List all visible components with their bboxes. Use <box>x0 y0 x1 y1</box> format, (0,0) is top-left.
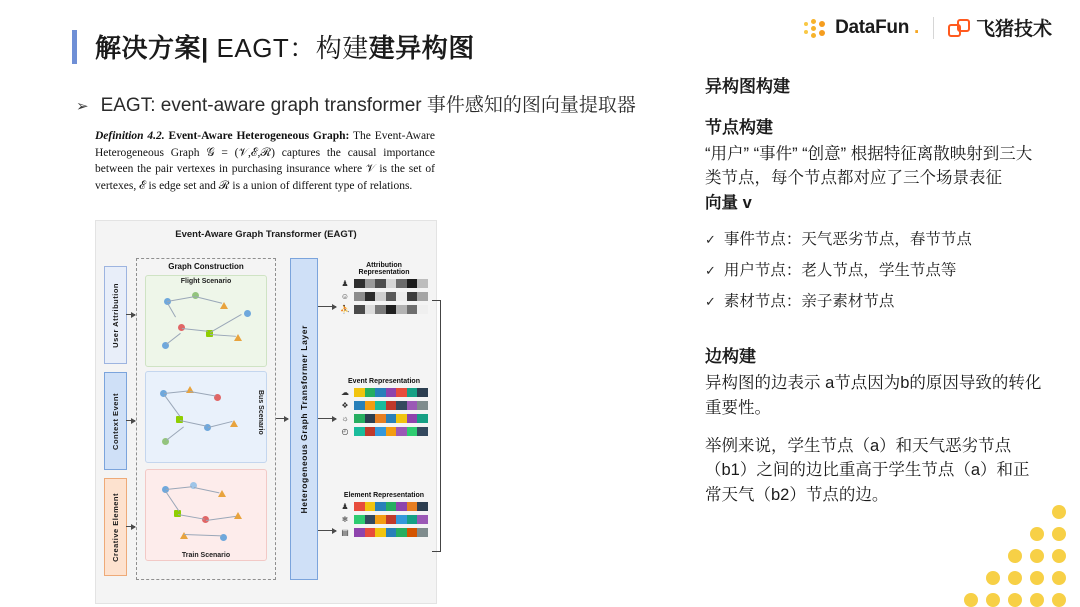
list-item-label: 用户节点：老人节点，学生节点等 <box>723 262 957 280</box>
scenario-flight <box>145 275 267 367</box>
brand-divider <box>933 17 934 39</box>
arrow-transformer-to-element-icon <box>318 530 336 531</box>
edge-section-text-2: 举例来说，学生节点（a）和天气恶劣节点（b1）之间的边比重高于学生节点（a）和正常天气（b2）节点的边。 <box>705 437 1030 504</box>
feizhu-mark-icon <box>948 19 970 37</box>
attribution-representation-title: Attribution Representation <box>358 262 410 276</box>
scenario-train-label: Train Scenario <box>181 552 231 559</box>
graph-edge <box>210 314 242 333</box>
representation-bar <box>354 414 428 423</box>
representation-row <box>340 279 428 288</box>
walk-icon: ⛹ <box>340 305 350 314</box>
datafun-logo <box>804 17 919 39</box>
subtitle-text: EAGT: event-aware graph transformer 事件感知的图向量提取器 <box>100 95 636 116</box>
edge-section-text-1: 异构图的边表示 a节点因为b的原因导致的转化重要性。 <box>705 374 1042 417</box>
definition-block <box>95 128 435 195</box>
representation-bar <box>354 401 428 410</box>
graph-edge <box>166 426 184 440</box>
arrow-context-to-graph-icon <box>126 420 135 421</box>
title-main: EAGT：构建 <box>208 33 369 63</box>
list-item-label: 事件节点：天气恶劣节点，春节节点 <box>723 231 972 249</box>
feizhu-logo <box>948 14 1052 41</box>
right-heading: 异构图构建 <box>705 77 790 96</box>
representation-row <box>340 305 428 314</box>
graph-edge <box>167 296 195 302</box>
representation-bar <box>354 502 428 511</box>
node-section-heading: 节点构建 <box>705 118 773 137</box>
gift-icon: ❖ <box>341 401 349 410</box>
element-representation-title: Element Representation <box>343 492 425 499</box>
node-section-text: “用户” “事件” “创意” 根据特征离散映射到三大类节点，每个节点都对应了三个场景表征 <box>705 145 1033 188</box>
title-suffix: 建异构图 <box>368 33 475 63</box>
graph-edge <box>180 420 207 427</box>
representation-row <box>340 515 428 524</box>
representation-row <box>340 502 428 511</box>
graph-construction-label: Graph Construction <box>168 262 244 271</box>
graph-edge <box>206 516 236 521</box>
graph-edge <box>164 390 188 394</box>
snow-icon: ❄ <box>341 515 349 524</box>
node-list <box>705 229 1045 313</box>
scenario-bus-label: Bus Scenario <box>257 390 264 435</box>
arrow-graph-to-transformer-icon <box>276 418 288 419</box>
definition-body: The Event-Aware Heterogeneous Graph 𝒢 = (𝒱,ℰ,ℛ) captures the causal importance between the pair vertexes in purchasing insurance where 𝒱 is the set of vertexes, ℰ is edge set and ℛ is a union of different type of relations. <box>95 130 435 193</box>
attribution-representation <box>340 262 428 314</box>
edge-section-heading: 边构建 <box>705 347 756 367</box>
event-representation-title: Event Representation <box>348 378 420 385</box>
graph-edge <box>208 421 232 428</box>
graph-edge <box>166 333 181 345</box>
representation-bar <box>354 305 428 314</box>
strip-context-event <box>104 372 127 470</box>
graph-edge <box>210 334 236 337</box>
figure-title: Event-Aware Graph Transformer (EAGT) <box>175 229 357 240</box>
scenario-flight-label: Flight Scenario <box>180 278 232 285</box>
list-item <box>705 260 1045 282</box>
brand-header <box>804 14 1052 41</box>
representation-bar <box>354 279 428 288</box>
arrow-transformer-to-attribution-icon <box>318 306 336 307</box>
event-representation <box>340 378 428 436</box>
title-text <box>95 28 475 65</box>
datafun-label: DataFun <box>835 16 909 38</box>
subtitle-bullet <box>76 90 636 117</box>
eagt-figure <box>95 220 437 604</box>
representation-row <box>340 427 428 436</box>
figure-brace <box>432 300 441 552</box>
title-prefix: 解决方案| <box>95 33 209 63</box>
list-item <box>705 229 1045 251</box>
right-column <box>705 72 1045 507</box>
arrow-user-to-graph-icon <box>126 314 135 315</box>
graph-edge <box>164 395 180 417</box>
transformer-layer-block <box>290 258 318 580</box>
person-icon: ♟ <box>341 279 349 288</box>
clock-icon: ◴ <box>341 427 349 436</box>
graph-edge <box>182 328 208 332</box>
definition-lead: Definition 4.2. <box>95 130 165 142</box>
representation-row <box>340 528 428 537</box>
datafun-dots-icon <box>804 19 830 37</box>
strip-user-attribution-label: User Attribution <box>111 282 120 348</box>
graph-edge <box>195 296 222 304</box>
representation-row <box>340 401 428 410</box>
scenario-bus <box>145 371 267 463</box>
graph-node <box>244 310 251 317</box>
title-accent-bar <box>72 30 77 64</box>
cloud-icon: ☁ <box>341 388 349 397</box>
transformer-layer-label: Heterogeneous Graph Transformer Layer <box>299 324 309 514</box>
feizhu-label: 飞猪技术 <box>975 19 1052 40</box>
representation-bar <box>354 528 428 537</box>
strip-creative-element-label: Creative Element <box>111 492 120 562</box>
definition-term: Event-Aware Heterogeneous Graph: <box>164 130 350 142</box>
child-icon: ♟ <box>341 502 349 511</box>
graph-edge <box>194 487 220 493</box>
strip-context-event-label: Context Event <box>111 392 120 450</box>
graph-edge <box>178 514 205 520</box>
check-icon: ✓ <box>705 263 716 279</box>
tag-icon: ▤ <box>341 528 349 537</box>
strip-creative-element <box>104 478 127 576</box>
representation-bar <box>354 427 428 436</box>
decorative-dots <box>950 497 1080 607</box>
node-section-vector: 向量 v <box>705 193 752 212</box>
list-item <box>705 291 1045 313</box>
representation-row <box>340 388 428 397</box>
representation-bar <box>354 292 428 301</box>
element-representation <box>340 492 428 537</box>
representation-row <box>340 414 428 423</box>
scenario-train <box>145 469 267 561</box>
representation-bar <box>354 388 428 397</box>
sun-icon: ☼ <box>341 414 349 423</box>
arrow-bullet-icon: ➢ <box>76 98 89 115</box>
representation-row <box>340 292 428 301</box>
arrow-creative-to-graph-icon <box>126 526 135 527</box>
arrow-transformer-to-event-icon <box>318 418 336 419</box>
graph-edge <box>190 391 216 396</box>
page-title <box>72 28 475 65</box>
datafun-period: . <box>914 16 919 38</box>
user-icon: ☺ <box>340 292 350 301</box>
list-item-label: 素材节点：亲子素材节点 <box>723 293 895 311</box>
graph-edge <box>165 491 179 511</box>
check-icon: ✓ <box>705 232 716 248</box>
figure-body <box>96 240 436 588</box>
check-icon: ✓ <box>705 294 716 310</box>
representation-bar <box>354 515 428 524</box>
graph-construction-box <box>136 258 276 580</box>
graph-edge <box>166 486 192 490</box>
graph-edge <box>184 534 222 536</box>
graph-edge <box>167 303 176 317</box>
strip-user-attribution <box>104 266 127 364</box>
